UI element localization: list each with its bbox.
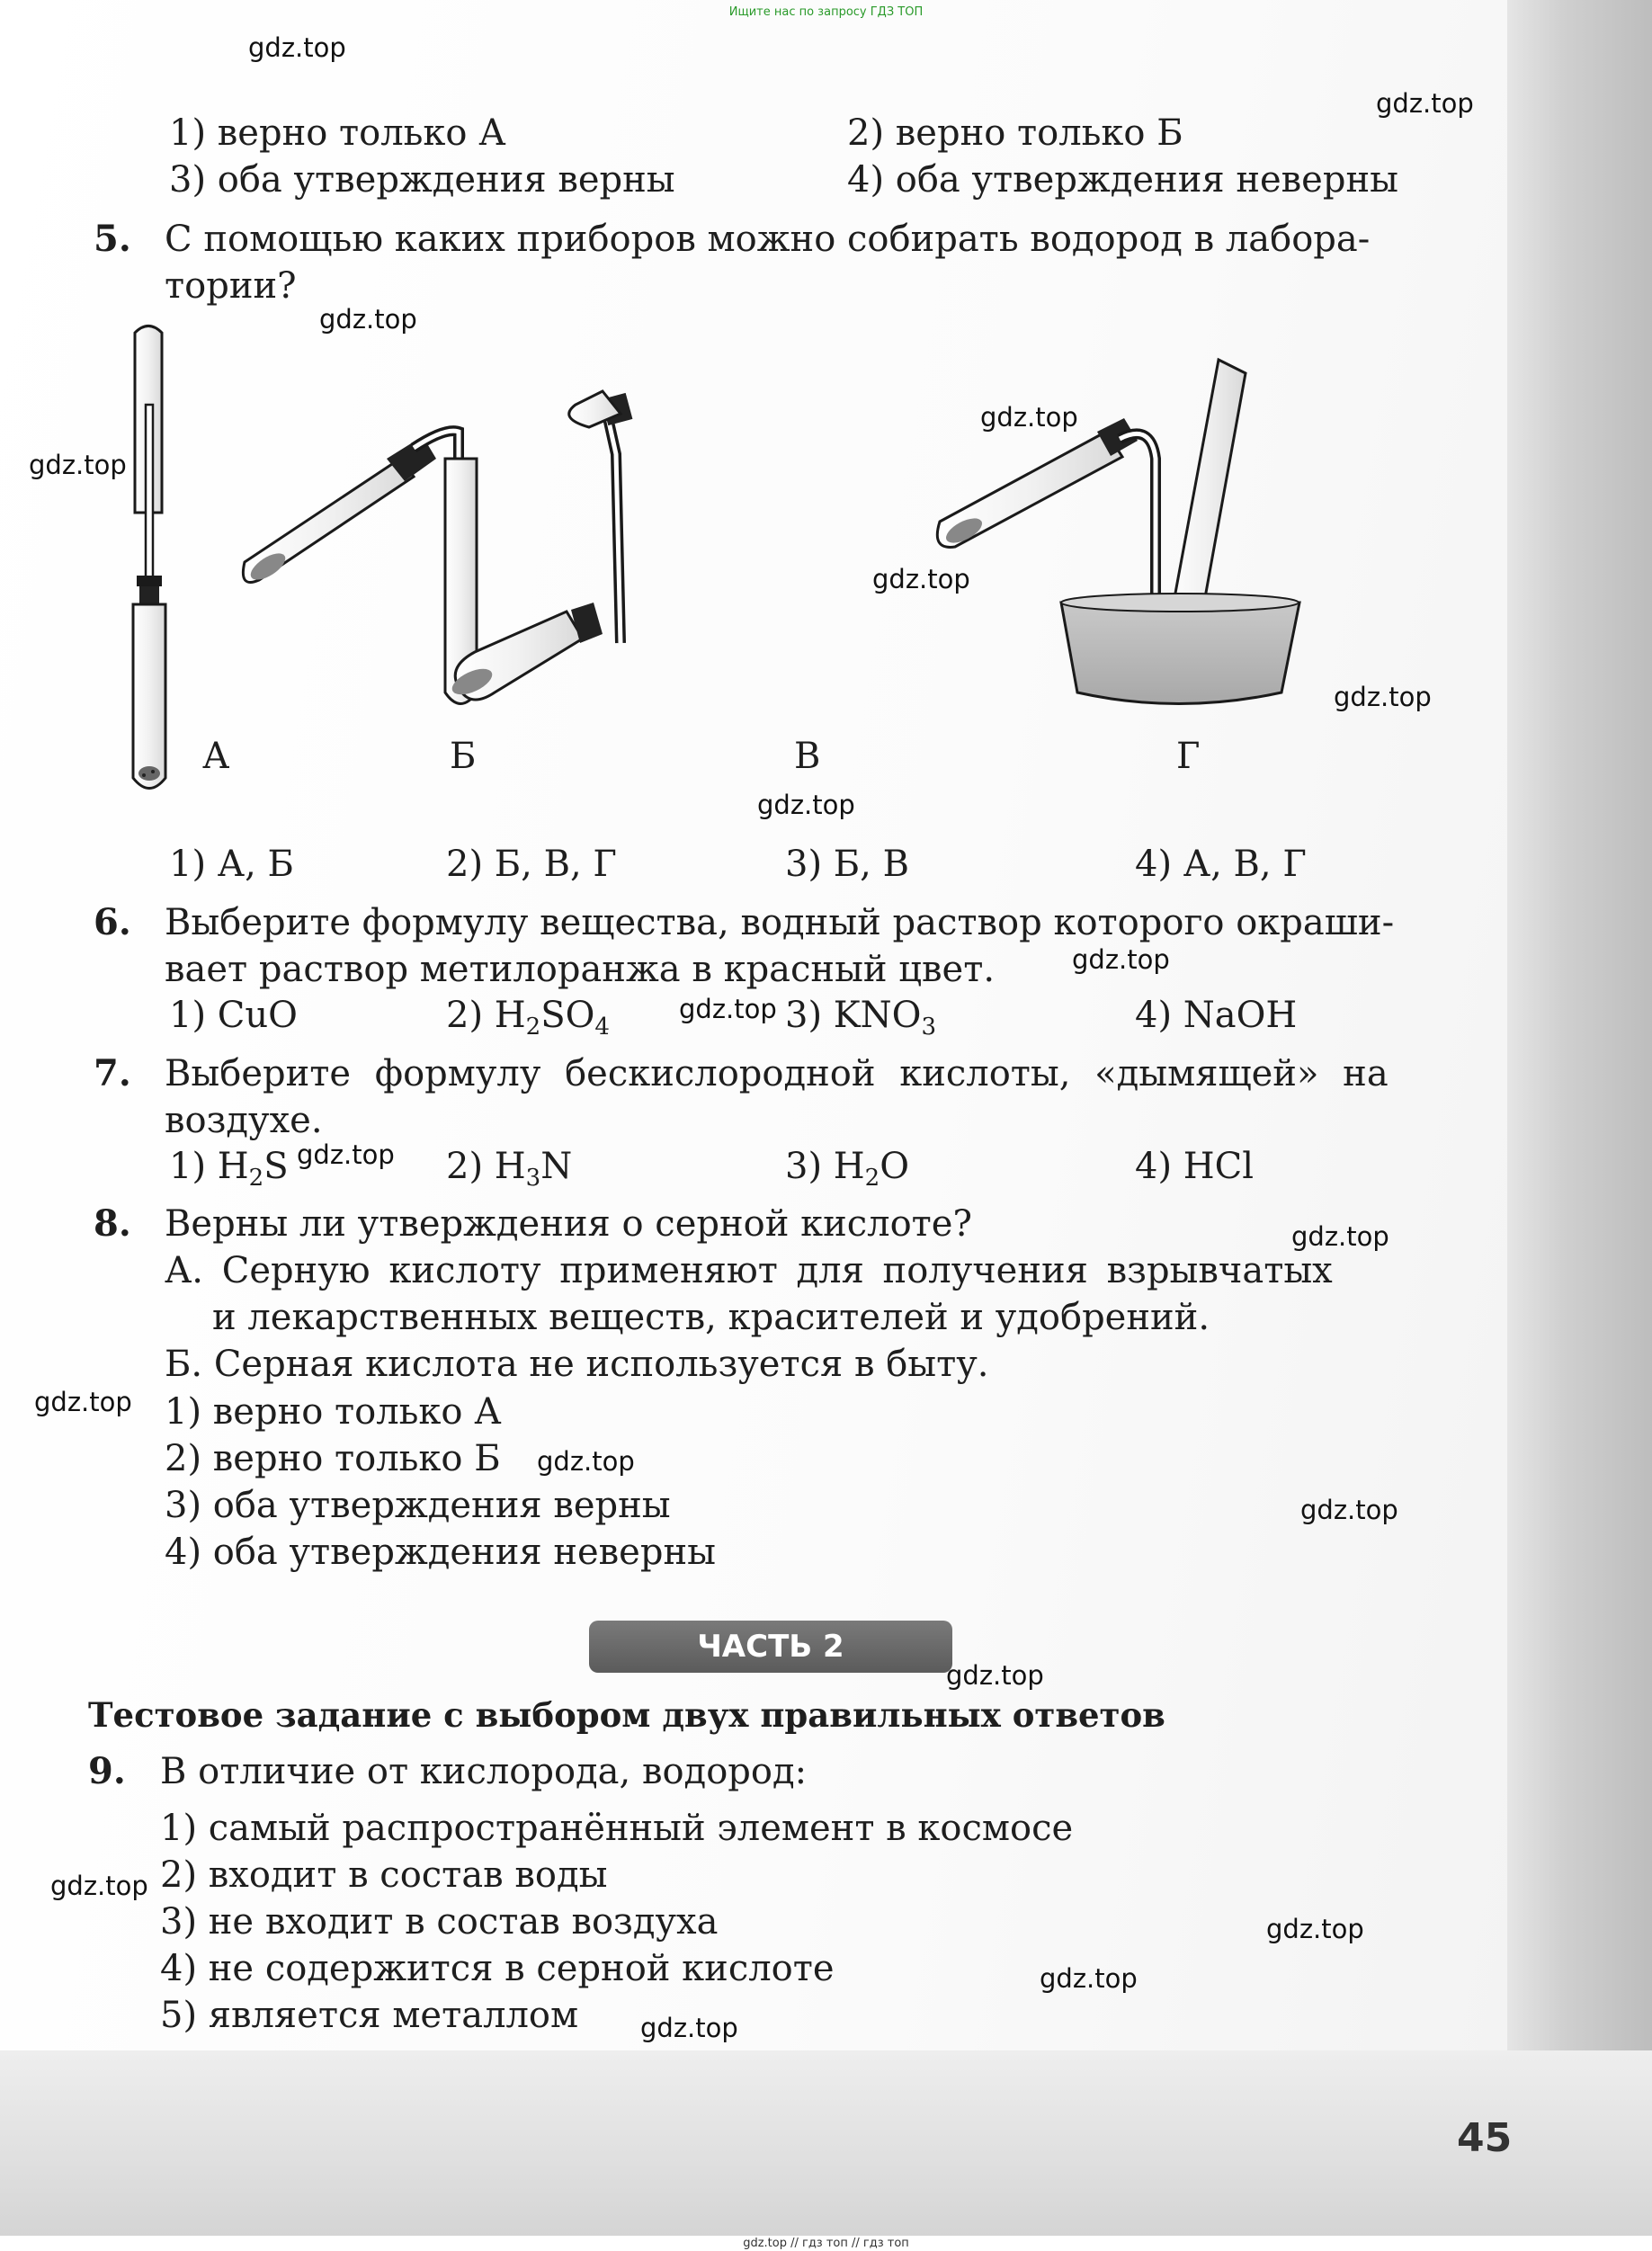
watermark: gdz.top xyxy=(980,402,1078,433)
q9-number: 9. xyxy=(88,1750,126,1792)
figure-label-a: А xyxy=(202,736,230,777)
figure-label-g: Г xyxy=(1176,736,1201,777)
figure-label-b: Б xyxy=(450,736,477,777)
q8-statement-a-line1: А. Серную кислоту применяют для получения взрывчатых xyxy=(165,1250,1333,1291)
q8-number: 8. xyxy=(94,1202,131,1245)
q4-option-1: 1) верно только А xyxy=(169,112,506,154)
q8-statement-b: Б. Серная кислота не используется в быту. xyxy=(165,1344,989,1385)
q8-option-4: 4) оба утверждения неверны xyxy=(165,1532,716,1573)
q5-option-2: 2) Б, В, Г xyxy=(446,844,617,885)
watermark: gdz.top xyxy=(50,1871,148,1901)
watermark: gdz.top xyxy=(1266,1914,1364,1944)
apparatus-a xyxy=(133,326,165,789)
q4-option-3: 3) оба утверждения верны xyxy=(169,159,675,201)
q5-text-line1: С помощью каких приборов можно собирать водород в лабора- xyxy=(165,219,1371,260)
q8-statement-a-line2: и лекарственных веществ, красителей и удобрений. xyxy=(212,1297,1210,1338)
q8-option-3: 3) оба утверждения верны xyxy=(165,1485,671,1526)
q5-option-1: 1) А, Б xyxy=(169,844,294,885)
watermark: gdz.top xyxy=(34,1387,132,1417)
watermark: gdz.top xyxy=(1040,1963,1138,1994)
watermark: gdz.top xyxy=(640,2013,738,2043)
watermark: gdz.top xyxy=(1334,682,1432,712)
q7-number: 7. xyxy=(94,1052,131,1094)
q7-text-line1: Выберите формулу бескислородной кислоты, «дымящей» на xyxy=(165,1053,1389,1094)
bottom-caption: gdz.top // гдз топ // гдз топ xyxy=(743,2237,909,2250)
q6-option-1: 1) CuO xyxy=(169,995,298,1036)
q4-option-4: 4) оба утверждения неверны xyxy=(847,159,1398,201)
watermark: gdz.top xyxy=(1072,944,1170,975)
watermark: gdz.top xyxy=(872,564,970,594)
q6-text-line1: Выберите формулу вещества, водный раствор которого окраши- xyxy=(165,902,1395,943)
q9-text-line1: В отличие от кислорода, водород: xyxy=(160,1751,808,1792)
q6-option-2: 2) $H_2SO_4$ xyxy=(446,995,610,1041)
q5-apparatus-figure xyxy=(90,306,1367,809)
q7-option-2: 2) $H_3N$ xyxy=(446,1146,573,1192)
q8-text-line1: Верны ли утверждения о серной кислоте? xyxy=(165,1203,972,1245)
q6-option-3: 3) $KNO_3$ xyxy=(785,995,936,1041)
q8-option-1: 1) верно только А xyxy=(165,1391,502,1433)
figure-label-v: В xyxy=(794,736,821,777)
q5-option-4: 4) А, В, Г xyxy=(1135,844,1307,885)
watermark: gdz.top xyxy=(1300,1495,1398,1525)
watermark: gdz.top xyxy=(946,1660,1044,1691)
q5-text-line2: тории? xyxy=(165,265,297,307)
q7-option-3: 3) $H_2O$ xyxy=(785,1146,909,1192)
page-bottom-shadow xyxy=(0,2050,1652,2251)
q7-option-1: 1) $H_2S$ xyxy=(169,1146,289,1192)
top-caption: Ищите нас по запросу ГДЗ ТОП xyxy=(728,5,924,19)
part2-heading: Тестовое задание с выбором двух правильных ответов xyxy=(88,1695,1165,1735)
q9-option-3: 3) не входит в состав воздуха xyxy=(160,1901,719,1943)
apparatus-b xyxy=(243,431,477,703)
q8-option-2: 2) верно только Б xyxy=(165,1438,501,1479)
q9-option-1: 1) самый распространённый элемент в космосе xyxy=(160,1808,1074,1849)
page-number: 45 xyxy=(1457,2115,1513,2161)
q6-text-line2: вает раствор метилоранжа в красный цвет. xyxy=(165,949,996,990)
watermark: gdz.top xyxy=(537,1446,635,1477)
q9-option-4: 4) не содержится в серной кислоте xyxy=(160,1948,835,1989)
q6-number: 6. xyxy=(94,901,131,943)
q9-option-5: 5) является металлом xyxy=(160,1995,579,2036)
q5-number: 5. xyxy=(94,218,131,260)
q6-option-4: 4) NaOH xyxy=(1135,995,1298,1036)
watermark: gdz.top xyxy=(679,994,777,1024)
q4-option-2: 2) верно только Б xyxy=(847,112,1183,154)
watermark: gdz.top xyxy=(248,32,346,63)
watermark: gdz.top xyxy=(757,790,855,820)
watermark: gdz.top xyxy=(297,1139,395,1170)
watermark: gdz.top xyxy=(319,304,417,335)
q7-option-4: 4) HCl xyxy=(1135,1146,1255,1187)
q7-text-line2: воздухе. xyxy=(165,1100,323,1141)
q5-option-3: 3) Б, В xyxy=(785,844,909,885)
watermark: gdz.top xyxy=(1291,1221,1389,1252)
q9-option-2: 2) входит в состав воды xyxy=(160,1854,608,1896)
part2-badge: ЧАСТЬ 2 xyxy=(589,1621,952,1673)
watermark: gdz.top xyxy=(29,450,127,480)
watermark: gdz.top xyxy=(1376,88,1474,119)
page-edge-shadow xyxy=(1507,0,1652,2251)
